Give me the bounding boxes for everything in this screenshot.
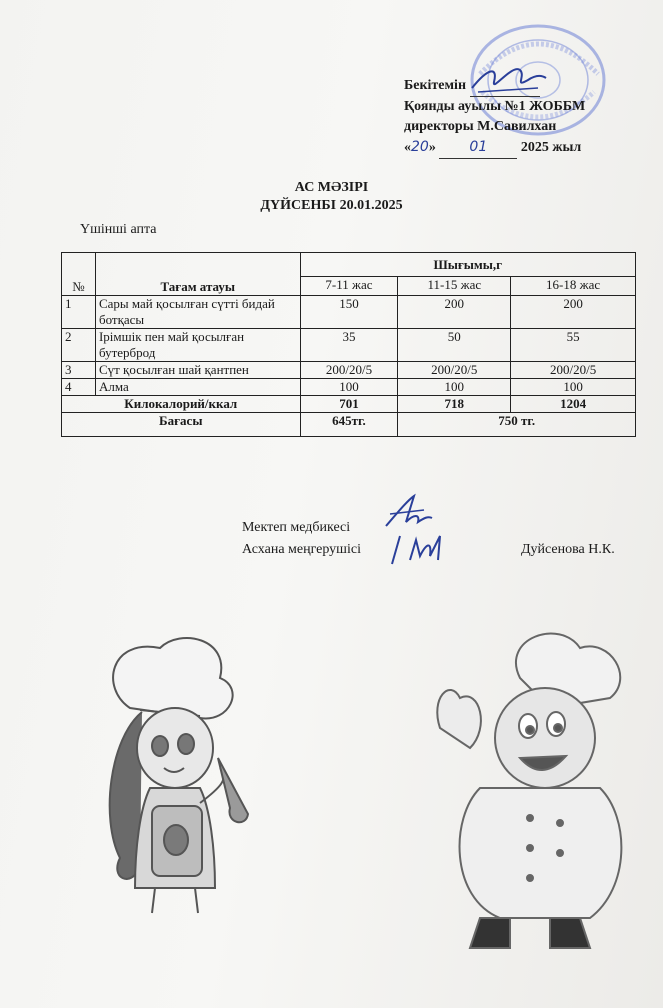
- approval-title: Бекітемін: [404, 78, 467, 93]
- kcal-row: Килокалорий/ккал 701 718 1204: [62, 396, 636, 413]
- nurse-signature: [384, 492, 434, 532]
- canteen-signature: [386, 530, 456, 566]
- girl-chef-illustration: [80, 628, 280, 918]
- table-row: 3 Сүт қосылған шай қантпен 200/20/5 200/20/5 200/20/5: [62, 362, 636, 379]
- dish-name: Ірімшік пен май қосылған бутерброд: [95, 329, 300, 362]
- table-row: 1 Сары май қосылған сүтті бидай ботқасы 150 200 200: [62, 296, 636, 329]
- menu-table: [61, 252, 636, 437]
- age-header: 11-15 жас: [398, 277, 511, 296]
- approval-director: директоры М.Савилхан: [404, 119, 557, 134]
- col-output-header: Шығымы,г: [300, 253, 635, 277]
- col-num-header: №: [62, 253, 96, 296]
- table-row: 4 Алма 100 100 100: [62, 379, 636, 396]
- date-day: 20: [411, 139, 429, 155]
- menu-day: ДҮЙСЕНБІ 20.01.2025: [260, 198, 403, 213]
- approval-block: [404, 76, 585, 159]
- approval-date: «20» 01 2025 жыл: [404, 137, 585, 159]
- table-row: 2 Ірімшік пен май қосылған бутерброд 35 50 55: [62, 329, 636, 362]
- price-label: Бағасы: [62, 413, 301, 437]
- dish-name: Сүт қосылған шай қантпен: [95, 362, 300, 379]
- canteen-label: Асхана меңгерушісі: [242, 542, 361, 557]
- date-month: 01: [469, 139, 488, 155]
- age-header: 7-11 жас: [300, 277, 398, 296]
- week-label: Үшінші апта: [80, 222, 157, 237]
- age-header: 16-18 жас: [511, 277, 636, 296]
- nurse-label: Мектеп медбикесі: [242, 520, 351, 535]
- kcal-label: Килокалорий/ккал: [62, 396, 301, 413]
- col-name-header: Тағам атауы: [95, 253, 300, 296]
- price-senior: 750 тг.: [398, 413, 636, 437]
- price-row: [62, 413, 636, 437]
- boy-chef-illustration: [410, 618, 640, 963]
- canteen-name: Дуйсенова Н.К.: [521, 542, 615, 557]
- approval-school: Қоянды ауылы №1 ЖОББМ: [404, 99, 586, 114]
- menu-title: АС МӘЗІРІ: [294, 180, 369, 195]
- dish-name: Сары май қосылған сүтті бидай ботқасы: [95, 296, 300, 329]
- price-junior: 645тг.: [300, 413, 398, 437]
- date-year: 2025 жыл: [520, 140, 582, 155]
- dish-name: Алма: [95, 379, 300, 396]
